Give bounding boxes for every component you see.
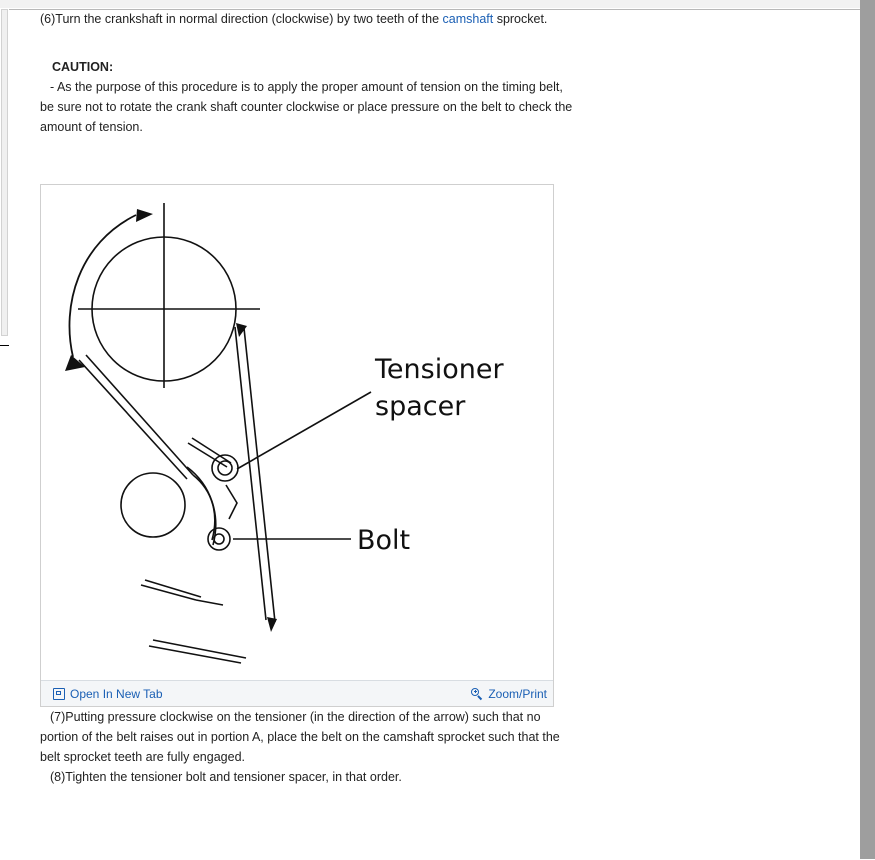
caution-line-2: be sure not to rotate the crank shaft counter clockwise or place pressure on the belt to check the	[40, 100, 573, 114]
step-8-paragraph	[40, 767, 740, 787]
figure-label-tensioner: Tensioner	[375, 354, 504, 385]
caution-body	[40, 77, 740, 137]
zoom-print-button[interactable]	[471, 687, 547, 701]
caution-block	[40, 57, 740, 137]
step-7-paragraph	[40, 707, 740, 767]
caution-line-1: - As the purpose of this procedure is to apply the proper amount of tension on the timing belt,	[50, 80, 563, 94]
caution-title: CAUTION:	[52, 60, 114, 74]
step-7-line-3: belt sprocket teeth are fully engaged.	[40, 750, 245, 764]
figure-label-bolt: Bolt	[357, 525, 411, 556]
figure-toolbar	[41, 680, 553, 706]
browser-top-strip-inner	[0, 0, 875, 8]
step-6-paragraph	[40, 9, 740, 29]
step-8-number: (8)	[50, 770, 66, 784]
left-scroll-gutter[interactable]	[0, 9, 9, 859]
step-6-number: (6)	[40, 12, 56, 26]
figure-label-spacer: spacer	[375, 391, 466, 422]
step-6-text-before: Turn the crankshaft in normal direction (clockwise) by two teeth of the	[55, 12, 443, 26]
caution-line-3: amount of tension.	[40, 120, 143, 134]
step-8-line-1: Tighten the tensioner bolt and tensioner spacer, in that order.	[65, 770, 402, 784]
new-tab-icon	[53, 688, 65, 700]
figure-container	[40, 184, 554, 707]
scrollbar-thumb[interactable]	[1, 9, 8, 336]
zoom-print-label: Zoom/Print	[488, 686, 547, 701]
step-7-line-1: Putting pressure clockwise on the tensioner (in the direction of the arrow) such that no	[65, 710, 541, 724]
magnifier-plus-icon	[471, 688, 483, 700]
figure-image	[41, 185, 553, 680]
open-in-new-tab-label: Open In New Tab	[70, 686, 163, 701]
step-7-number: (7)	[50, 710, 66, 724]
open-in-new-tab-button[interactable]	[53, 687, 163, 701]
scrollbar-track[interactable]	[0, 345, 9, 860]
camshaft-link[interactable]: camshaft	[442, 12, 494, 26]
right-page-gutter	[860, 0, 875, 859]
step-6-text-after: sprocket.	[493, 12, 548, 26]
document-content	[40, 9, 740, 787]
step-7-line-2: portion of the belt raises out in portion A, place the belt on the camshaft sprocket such that the	[40, 730, 560, 744]
